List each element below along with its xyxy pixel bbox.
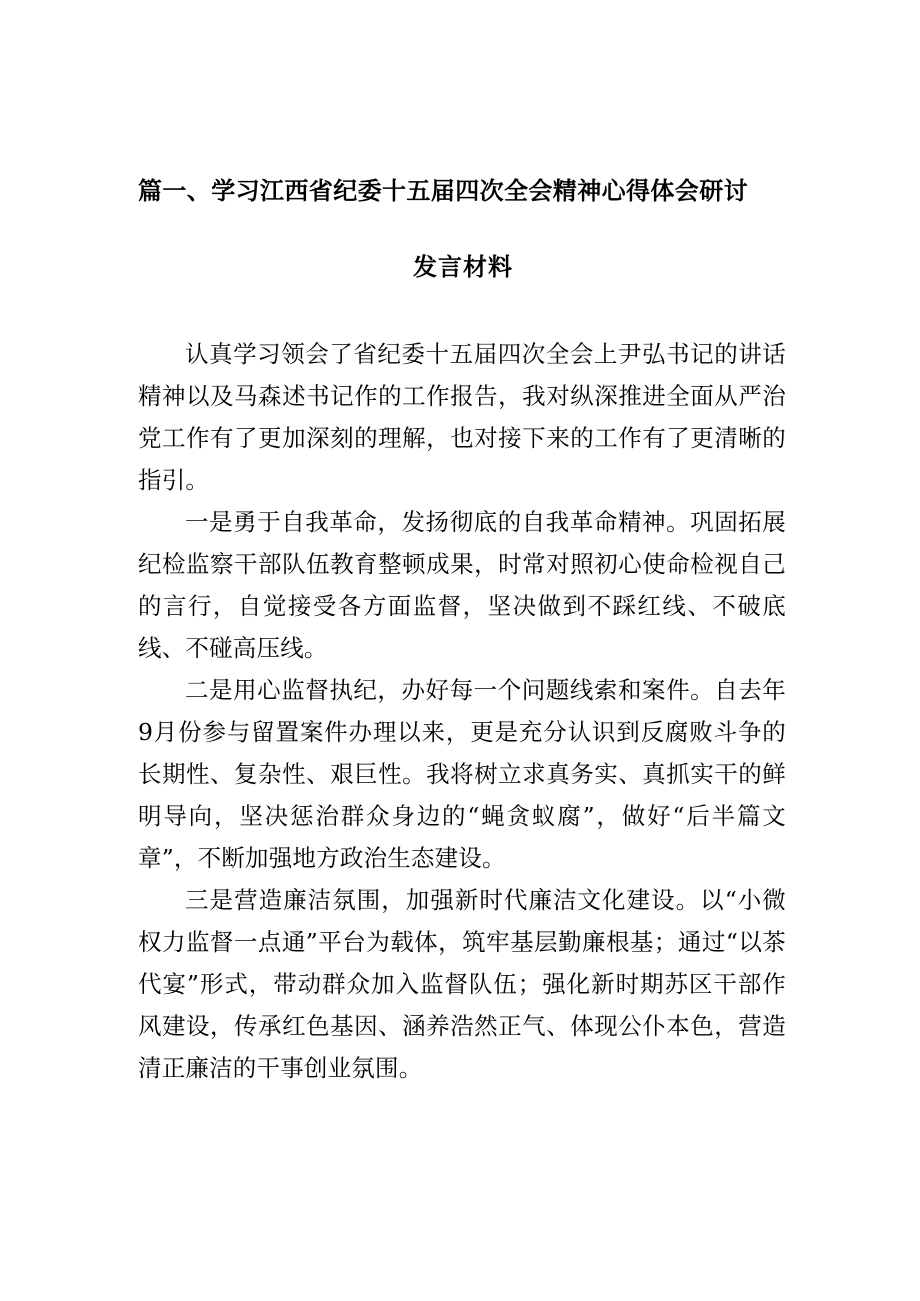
paragraph-point-two: 二是用心监督执纪，办好每一个问题线索和案件。自去年9月份参与留置案件办理以来，更是充分认识到反腐败斗争的长期性、复杂性、艰巨性。我将树立求真务实、真抓实干的鲜明导向，坚决惩治群众身边的“蝇贪蚁腐”，做好“后半篇文章”，不断加强地方政治生态建设。	[138, 676, 786, 872]
title-line-1: 篇一、学习江西省纪委十五届四次全会精神心得体会研讨	[138, 176, 748, 205]
paragraph-point-three: 三是营造廉洁氛围，加强新时代廉洁文化建设。以“小微权力监督一点通”平台为载体，筑牢基层勤廉根基；通过“以茶代宴”形式，带动群众加入监督队伍；强化新时期苏区干部作风建设，传承红色基因、涵养浩然正气、体现公仆本色，营造清正廉洁的干事创业氛围。	[138, 886, 786, 1082]
title-line-2: 发言材料	[413, 252, 513, 281]
paragraph-intro: 认真学习领会了省纪委十五届四次全会上尹弘书记的讲话精神以及马森述书记作的工作报告，我对纵深推进全面从严治党工作有了更加深刻的理解，也对接下来的工作有了更清晰的指引。	[138, 340, 786, 494]
document-title	[138, 168, 788, 290]
paragraph-point-one: 一是勇于自我革命，发扬彻底的自我革命精神。巩固拓展纪检监察干部队伍教育整顿成果，时常对照初心使命检视自己的言行，自觉接受各方面监督，坚决做到不踩红线、不破底线、不碰高压线。	[138, 508, 786, 662]
document-body	[138, 333, 786, 1089]
